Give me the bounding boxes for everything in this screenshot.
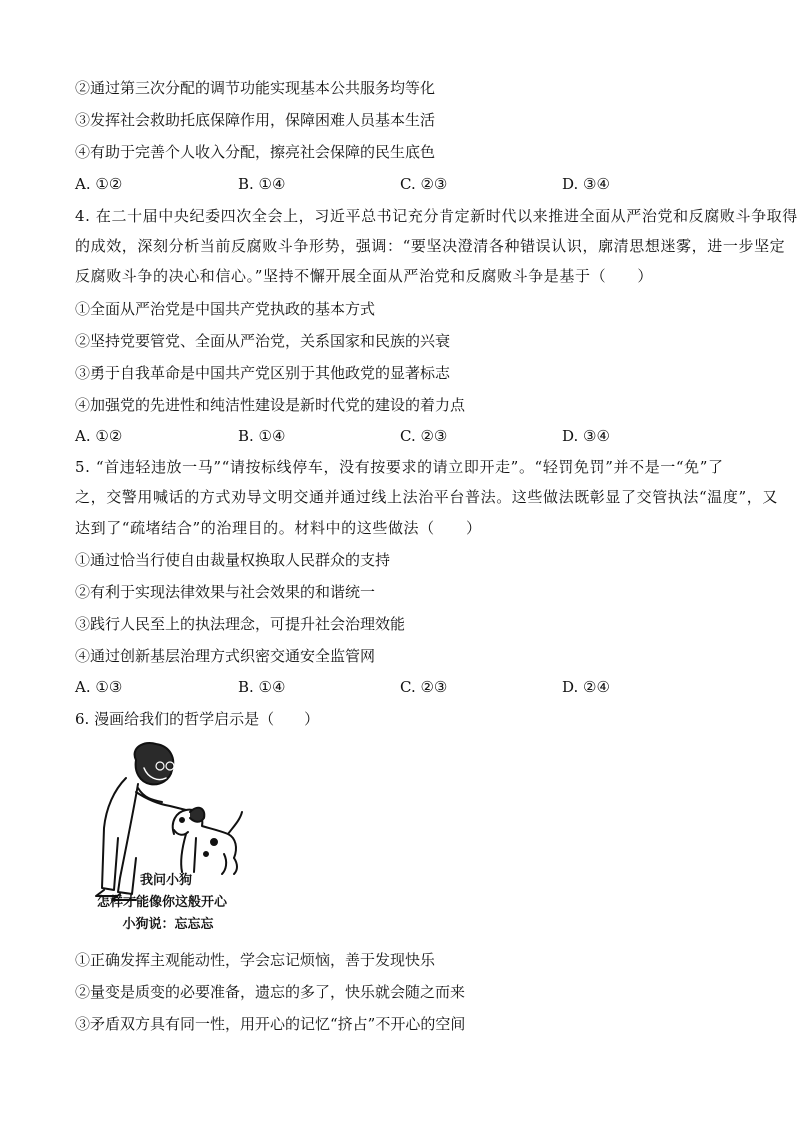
q4-option-b[interactable]: B. ①④ [238, 427, 286, 445]
q3-item-4: ④有助于完善个人收入分配，擦亮社会保障的民生底色 [75, 143, 436, 161]
q5-item-4: ④通过创新基层治理方式织密交通安全监管网 [75, 647, 376, 665]
q5-option-b[interactable]: B. ①④ [238, 678, 286, 696]
q5-item-2: ②有利于实现法律效果与社会效果的和谐统一 [75, 583, 376, 601]
q4-stem-line-1: 4. 在二十届中央纪委四次全会上，习近平总书记充分肯定新时代以来推进全面从严治党和反腐败斗争取得 [75, 207, 798, 225]
q4-option-d[interactable]: D. ③④ [562, 427, 610, 445]
q4-option-c[interactable]: C. ②③ [400, 427, 448, 445]
q4-stem-line-2: 的成效，深刻分析当前反腐败斗争形势，强调：“要坚决澄清各种错误认识，廓清思想迷雾，进一步坚定 [75, 237, 786, 255]
q3-option-c[interactable]: C. ②③ [400, 175, 448, 193]
cartoon-man-and-dog [78, 738, 248, 938]
cartoon-caption-line-3: 小狗说：忘忘忘 [122, 917, 214, 932]
q6-item-2: ②量变是质变的必要准备，遗忘的多了，快乐就会随之而来 [75, 983, 466, 1001]
q5-item-1: ①通过恰当行使自由裁量权换取人民群众的支持 [75, 551, 391, 569]
q5-stem-line-3: 达到了“疏堵结合”的治理目的。材料中的这些做法（ ） [75, 519, 482, 537]
q6-item-1: ①正确发挥主观能动性，学会忘记烦恼，善于发现快乐 [75, 951, 436, 969]
q3-item-2: ②通过第三次分配的调节功能实现基本公共服务均等化 [75, 79, 436, 97]
q6-stem: 6. 漫画给我们的哲学启示是（ ） [75, 710, 320, 728]
q5-option-a[interactable]: A. ①③ [75, 678, 123, 696]
q5-item-3: ③践行人民至上的执法理念，可提升社会治理效能 [75, 615, 406, 633]
q4-item-2: ②坚持党要管党、全面从严治党，关系国家和民族的兴衰 [75, 332, 451, 350]
q3-option-d[interactable]: D. ③④ [562, 175, 610, 193]
q4-stem-line-3: 反腐败斗争的决心和信心。”坚持不懈开展全面从严治党和反腐败斗争是基于（ ） [75, 267, 653, 285]
q4-item-3: ③勇于自我革命是中国共产党区别于其他政党的显著标志 [75, 364, 451, 382]
cartoon-caption-line-2: 怎样才能像你这般开心 [96, 895, 228, 910]
q4-item-1: ①全面从严治党是中国共产党执政的基本方式 [75, 300, 376, 318]
cartoon-caption-line-1: 我问小狗 [139, 873, 193, 888]
q3-option-a[interactable]: A. ①② [75, 175, 123, 193]
q5-stem-line-1: 5. “首违轻违放一马”“请按标线停车，没有按要求的请立即开走”。“轻罚免罚”并不是一“免”了 [75, 458, 724, 476]
q3-option-b[interactable]: B. ①④ [238, 175, 286, 193]
q5-option-c[interactable]: C. ②③ [400, 678, 448, 696]
q5-option-d[interactable]: D. ②④ [562, 678, 610, 696]
q3-options [75, 174, 725, 194]
q5-options [75, 677, 725, 697]
q4-item-4: ④加强党的先进性和纯洁性建设是新时代党的建设的着力点 [75, 396, 466, 414]
q4-option-a[interactable]: A. ①② [75, 427, 123, 445]
q3-item-3: ③发挥社会救助托底保障作用，保障困难人员基本生活 [75, 111, 436, 129]
q6-item-3: ③矛盾双方具有同一性，用开心的记忆“挤占”不开心的空间 [75, 1015, 466, 1033]
q4-options [75, 426, 725, 446]
q5-stem-line-2: 之，交警用喊话的方式劝导文明交通并通过线上法治平台普法。这些做法既彰显了交管执法“温度”，又 [75, 488, 778, 506]
